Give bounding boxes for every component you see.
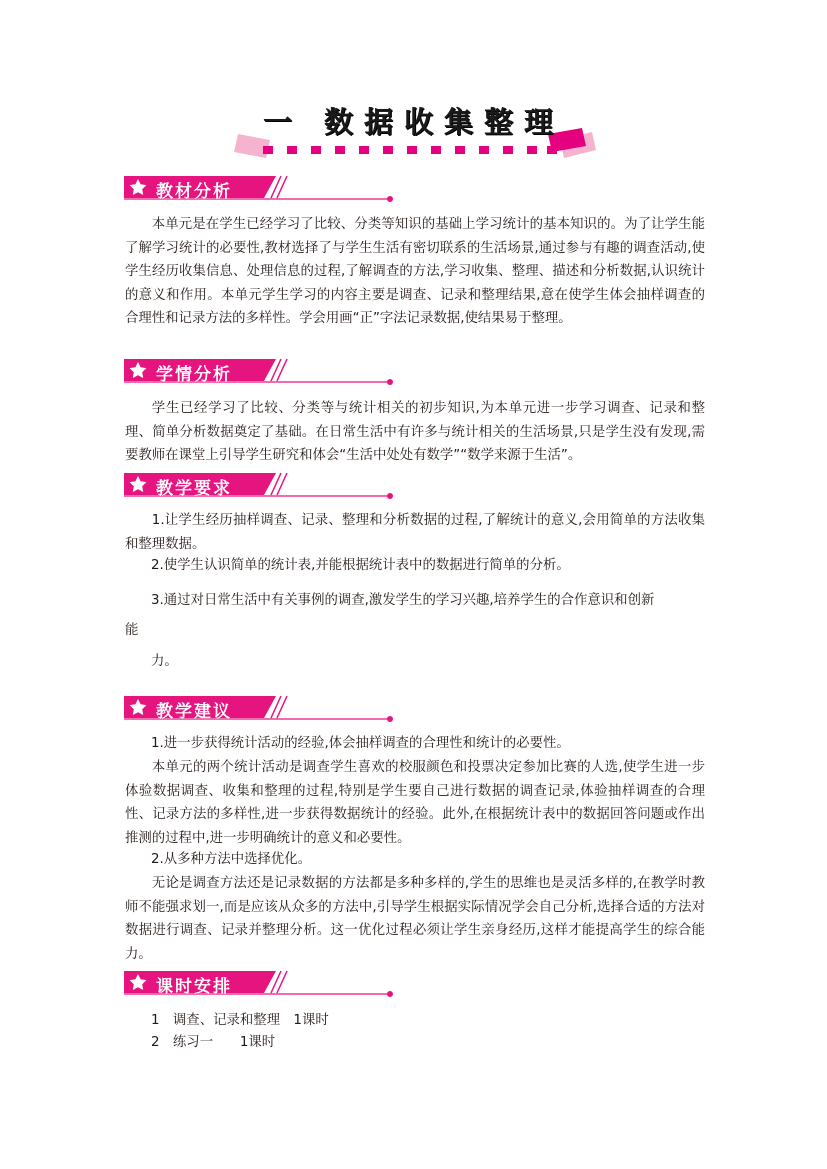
title-block	[0, 100, 827, 170]
requirement-item-3-line-1: 3.通过对日常生活中有关事例的调查,激发学生的学习兴趣,培养学生的合作意识和创新	[151, 593, 655, 608]
requirement-item-3-line-3: 力。	[151, 654, 178, 669]
section-label: 课时安排	[156, 977, 232, 997]
suggestion-point-1: 1.进一步获得统计活动的经验,体会抽样调查的合理性和统计的必要性。	[151, 736, 570, 751]
suggestion-paragraph-2: 无论是调查方法还是记录数据的方法都是多种多样的,学生的思维也是灵活多样的,在教学时教师不能强求划一,而是应该从众多的方法中,引导学生根据实际情况学会自己分析,选择合适的方法对数据进行调查、记录并整理分析。这一优化过程必须让学生亲身经历,这样才能提高学生的综合能力。	[125, 876, 705, 962]
schedule-row-1: 1 调查、记录和整理 1课时	[151, 1013, 329, 1028]
paragraph-xueqing: 学生已经学习了比较、分类等与统计相关的初步知识,为本单元进一步学习调查、记录和整理、简单分析数据奠定了基础。在日常生活中有许多与统计相关的生活场景,只是学生没有发现,需要教师在课堂上引导学生研究和体会“生活中处处有数学”“数学来源于生活”。	[125, 401, 705, 464]
section-header-jiaocai	[124, 174, 394, 204]
requirement-item-3-line-2: 能	[125, 623, 139, 638]
section-header-jianyi	[124, 694, 394, 724]
section-header-xueqing	[124, 357, 394, 387]
section-label: 教材分析	[156, 182, 232, 202]
section-header-keshi	[124, 969, 394, 999]
paragraph-jiaocai: 本单元是在学生已经学习了比较、分类等知识的基础上学习统计的基本知识的。为了让学生能了解学习统计的必要性,教材选择了与学生生活有密切联系的生活场景,通过参与有趣的调查活动,使学生经历收集信息、处理信息的过程,了解调查的方法,学习收集、整理、描述和分析数据,认识统计的意义和作用。本单元学生学习的内容主要是调查、记录和整理结果,意在使学生体会抽样调查的合理性和记录方法的多样性。学会用画“正”字法记录数据,使结果易于整理。	[125, 217, 705, 327]
requirement-item-2: 2.使学生认识简单的统计表,并能根据统计表中的数据进行简单的分析。	[151, 558, 570, 573]
section-label: 学情分析	[156, 365, 232, 385]
requirement-item-1: 1.让学生经历抽样调查、记录、整理和分析数据的过程,了解统计的意义,会用简单的方法收集和整理数据。	[125, 513, 705, 552]
section-header-yaoqiu	[124, 471, 394, 501]
suggestion-point-2: 2.从多种方法中选择优化。	[151, 852, 312, 867]
section-label: 教学要求	[156, 479, 232, 499]
page-title: 一 数据收集整理	[262, 105, 565, 139]
section-label: 教学建议	[156, 702, 232, 722]
suggestion-paragraph-1: 本单元的两个统计活动是调查学生喜欢的校服颜色和投票决定参加比赛的人选,使学生进一步体验数据调查、收集和整理的过程,特别是学生要自己进行数据的调查记录,体验抽样调查的合理性、记录方法的多样性,进一步获得数据统计的经验。此外,在根据统计表中的数据回答问题或作出推测的过程中,进一步明确统计的意义和必要性。	[125, 760, 705, 846]
schedule-row-2: 2 练习一 1课时	[151, 1035, 276, 1050]
